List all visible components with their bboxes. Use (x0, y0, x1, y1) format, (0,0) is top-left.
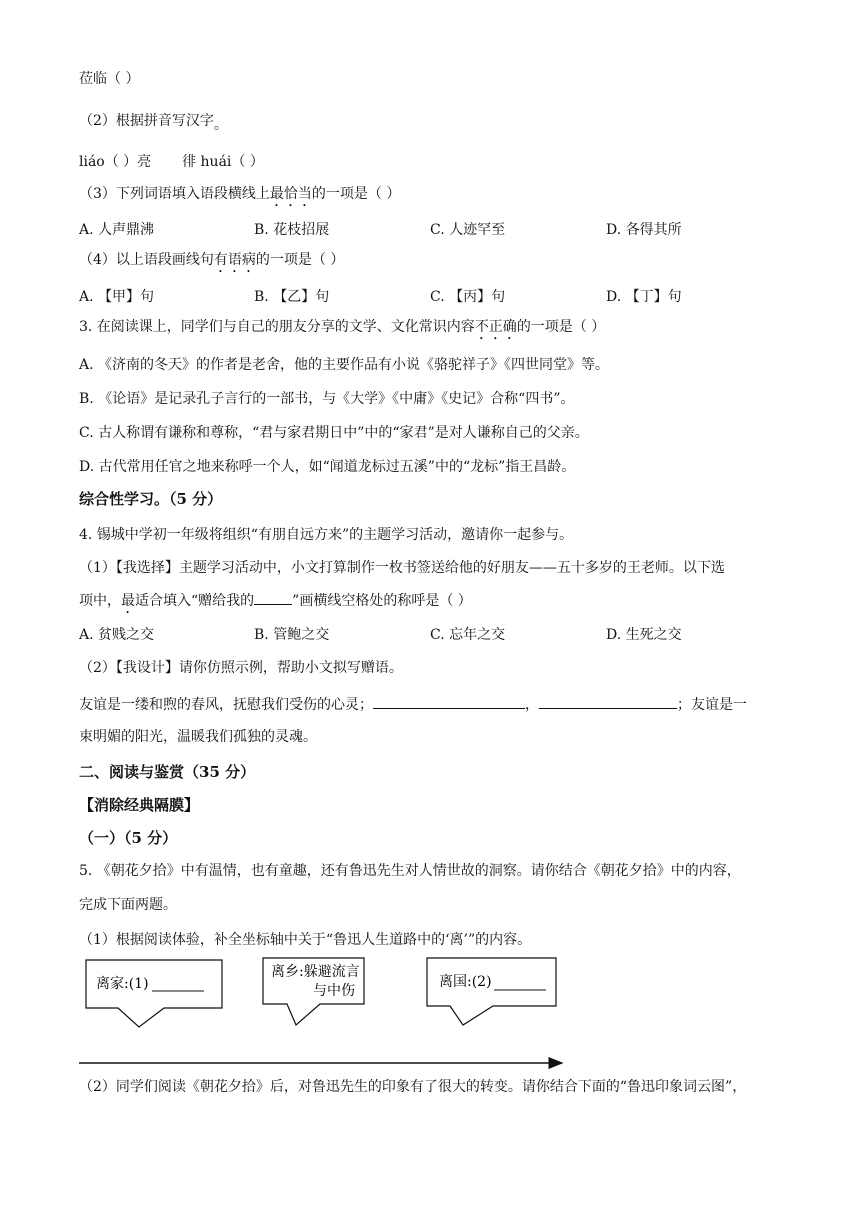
q4-example-line2: 束明媚的阳光，温暖我们孤独的灵魂。 (79, 729, 317, 745)
q5-sub2: （2）同学们阅读《朝花夕拾》后，对鲁迅先生的印象有了很大的转变。请你结合下面的“鲁迅印象词云图”， (79, 1079, 747, 1095)
sub3-option-c: C. 人迹罕至 (430, 222, 506, 238)
sub2-end: 。 (213, 117, 228, 133)
sub3-text-a: （3）下列词语填入语段横线上 (79, 186, 270, 202)
sub2-label: （2）根据拼音写汉字 (79, 113, 214, 129)
q4-sub1-line1: （1）【我选择】主题学习活动中，小文打算制作一枚书签送给他的好朋友——五十多岁的王老师。以下选 (79, 560, 725, 576)
q4-sub1-emphasis: 最 (121, 593, 135, 609)
sub3-emphasis: 最恰当 (269, 186, 312, 202)
q4-option-d: D. 生死之交 (606, 627, 682, 643)
q5-stem-line1: 5. 《朝花夕拾》中有温情，也有童趣，还有鲁迅先生对人情世故的洞察。请你结合《朝花夕拾》中的内容， (79, 863, 741, 879)
sub3-option-a: A. 人声鼎沸 (79, 222, 155, 238)
part-one-heading: （一）（5 分） (79, 829, 178, 847)
callout-country-text: 离国:(2) (439, 974, 492, 990)
q4-sub2: （2）【我设计】请你仿照示例，帮助小文拟写赠语。 (79, 660, 403, 676)
sub4-text-b: 的一项是（ ） (255, 252, 345, 268)
q4-sub1-text-b: 适合填入“赠给我的 (135, 593, 255, 609)
sub3-option-b: B. 花枝招展 (254, 222, 330, 238)
callout-box-country (427, 958, 556, 1025)
answer-paren: （ ） (107, 71, 140, 87)
word-text: 莅临 (79, 71, 107, 87)
callout-hometown-line2: 与中伤 (313, 983, 355, 999)
callout-box-home (86, 960, 222, 1027)
q3-option-c: C. 古人称谓有谦称和尊称，“君与家君期日中”中的“家君”是对人谦称自己的父亲。 (79, 425, 589, 441)
sub3-text-b: 的一项是（ ） (311, 186, 401, 202)
q3-option-a: A. 《济南的冬天》的作者是老舍，他的主要作品有小说《骆驼祥子》《四世同堂》等。 (79, 357, 610, 373)
sub4-emphasis: 有语病 (213, 252, 256, 268)
example-comma: ， (525, 697, 539, 713)
pinyin-liao: liáo（ (79, 154, 119, 170)
q4-option-b: B. 管鲍之交 (254, 627, 330, 643)
callout-home-text: 离家:(1) (96, 976, 149, 992)
q4-stem: 4. 锡城中学初一年级将组织“有朋自远方来”的主题学习活动，邀请你一起参与。 (79, 527, 574, 543)
sub3-option-d: D. 各得其所 (606, 222, 682, 238)
sub4-option-d: D. 【丁】句 (606, 289, 682, 305)
q4-option-a: A. 贫贱之交 (79, 627, 155, 643)
q4-sub1-text-a: 项中， (79, 593, 121, 609)
pinyin-liao-tail: ）亮 (118, 154, 152, 170)
q3-text-b: 的一项是（ ） (516, 319, 606, 335)
callout-hometown-line1: 离乡:躲避流言 (271, 964, 360, 980)
sub4-option-a: A. 【甲】句 (79, 289, 155, 305)
q3-text-a: 3. 在阅读课上，同学们与自己的朋友分享的文学、文化常识内容 (79, 319, 475, 335)
section-reading: 二、阅读与鉴赏（35 分） (79, 763, 256, 781)
sub4-option-b: B. 【乙】句 (254, 289, 330, 305)
sub4-text-a: （4）以上语段画线句 (79, 252, 214, 268)
q3-emphasis: 不正确 (474, 319, 517, 335)
q5-stem-line2: 完成下面两题。 (79, 897, 177, 913)
q5-sub1: （1）根据阅读体验，补全坐标轴中关于“鲁迅人生道路中的‘离’”的内容。 (79, 932, 532, 948)
example-text-c: ；友谊是一 (677, 697, 747, 713)
section-classics: 【消除经典隔膜】 (79, 796, 200, 814)
section-integrated-learning: 综合性学习。（5 分） (79, 490, 223, 508)
sub4-option-c: C. 【丙】句 (430, 289, 506, 305)
pinyin-huai-tail: ） (245, 154, 264, 170)
q3-option-d: D. 古代常用任官之地来称呼一个人，如“闻道龙标过五溪”中的“龙标”指王昌龄。 (79, 459, 576, 475)
example-text-a: 友谊是一缕和煦的春风，抚慰我们受伤的心灵； (79, 697, 373, 713)
q4-option-c: C. 忘年之交 (430, 627, 506, 643)
pinyin-huai: 徘 huái（ (182, 154, 246, 170)
q4-sub1-text-c: ”画横线空格处的称呼是（ ） (292, 593, 472, 609)
q3-option-b: B. 《论语》是记录孔子言行的一部书，与《大学》《中庸》《史记》合称“四书”。 (79, 391, 575, 407)
